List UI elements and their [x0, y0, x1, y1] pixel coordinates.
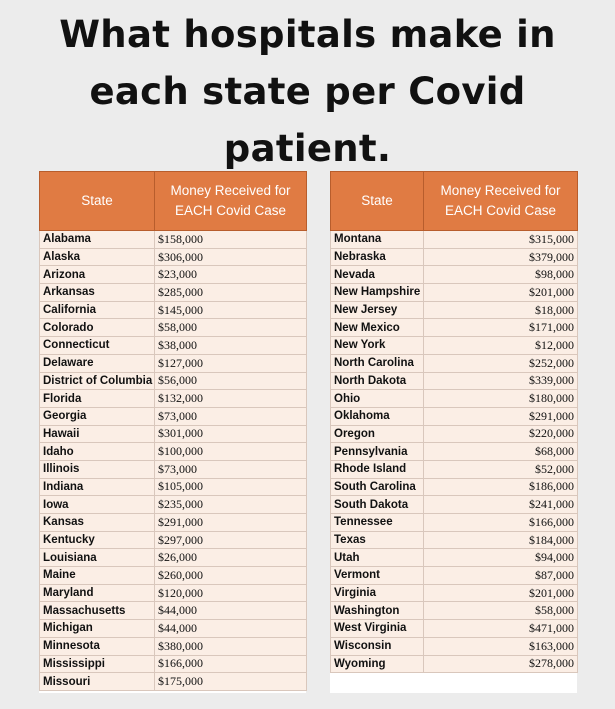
- state-cell: Kentucky: [40, 531, 155, 549]
- state-cell: Maryland: [40, 584, 155, 602]
- table-row: [331, 337, 578, 355]
- money-cell: $44,000: [155, 602, 307, 620]
- state-cell: Indiana: [40, 478, 155, 496]
- table-row: [331, 637, 578, 655]
- money-cell: $18,000: [424, 301, 578, 319]
- money-cell: $100,000: [155, 443, 307, 461]
- table-row: [331, 425, 578, 443]
- table-row: [40, 620, 307, 638]
- money-cell: $171,000: [424, 319, 578, 337]
- money-cell: $52,000: [424, 460, 578, 478]
- state-cell: North Dakota: [331, 372, 424, 390]
- state-cell: Rhode Island: [331, 460, 424, 478]
- money-cell: $297,000: [155, 531, 307, 549]
- money-cell: $184,000: [424, 531, 578, 549]
- money-cell: $380,000: [155, 637, 307, 655]
- state-cell: South Carolina: [331, 478, 424, 496]
- state-cell: Mississippi: [40, 655, 155, 673]
- state-cell: Virginia: [331, 584, 424, 602]
- state-cell: Hawaii: [40, 425, 155, 443]
- right-state-table: [330, 171, 578, 673]
- table-header-row: [331, 172, 578, 231]
- table-row: [331, 284, 578, 302]
- state-cell: Nevada: [331, 266, 424, 284]
- left-table-panel: [39, 171, 306, 693]
- table-row: [331, 567, 578, 585]
- money-cell: $241,000: [424, 496, 578, 514]
- money-cell: $260,000: [155, 567, 307, 585]
- money-cell: $23,000: [155, 266, 307, 284]
- table-row: [331, 443, 578, 461]
- table-row: [331, 478, 578, 496]
- table-row: [331, 319, 578, 337]
- money-cell: $87,000: [424, 567, 578, 585]
- money-cell: $163,000: [424, 637, 578, 655]
- table-row: [331, 514, 578, 532]
- left-table-body: [40, 231, 307, 691]
- table-row: [331, 531, 578, 549]
- right-table-panel: [330, 171, 577, 693]
- money-cell: $73,000: [155, 460, 307, 478]
- table-row: [331, 407, 578, 425]
- state-cell: Wisconsin: [331, 637, 424, 655]
- money-cell: $235,000: [155, 496, 307, 514]
- state-cell: Maine: [40, 567, 155, 585]
- table-row: [40, 496, 307, 514]
- table-row: [331, 301, 578, 319]
- state-cell: District of Columbia: [40, 372, 155, 390]
- state-cell: West Virginia: [331, 620, 424, 638]
- money-cell: $166,000: [155, 655, 307, 673]
- table-header-row: [40, 172, 307, 231]
- table-row: [40, 602, 307, 620]
- table-row: [40, 460, 307, 478]
- table-row: [40, 425, 307, 443]
- money-header-line-2: EACH Covid Case: [174, 203, 287, 218]
- state-cell: Colorado: [40, 319, 155, 337]
- money-cell: $315,000: [424, 231, 578, 249]
- state-cell: Ohio: [331, 390, 424, 408]
- money-cell: $201,000: [424, 284, 578, 302]
- state-cell: North Carolina: [331, 354, 424, 372]
- money-cell: $291,000: [155, 514, 307, 532]
- state-column-header: State: [331, 172, 424, 231]
- state-cell: Washington: [331, 602, 424, 620]
- state-cell: Nebraska: [331, 248, 424, 266]
- state-cell: Minnesota: [40, 637, 155, 655]
- table-row: [40, 390, 307, 408]
- money-cell: $175,000: [155, 673, 307, 691]
- money-cell: $201,000: [424, 584, 578, 602]
- money-header-line-2: EACH Covid Case: [444, 203, 557, 218]
- money-cell: $73,000: [155, 407, 307, 425]
- table-row: [40, 319, 307, 337]
- table-row: [40, 637, 307, 655]
- table-row: [331, 549, 578, 567]
- state-cell: Arkansas: [40, 284, 155, 302]
- table-row: [331, 584, 578, 602]
- state-cell: Pennsylvania: [331, 443, 424, 461]
- money-cell: $38,000: [155, 337, 307, 355]
- state-cell: California: [40, 301, 155, 319]
- page-title: [0, 6, 615, 177]
- state-cell: Missouri: [40, 673, 155, 691]
- table-row: [40, 407, 307, 425]
- state-cell: Wyoming: [331, 655, 424, 673]
- state-cell: Georgia: [40, 407, 155, 425]
- state-cell: Delaware: [40, 354, 155, 372]
- money-cell: $186,000: [424, 478, 578, 496]
- table-row: [331, 655, 578, 673]
- money-cell: $26,000: [155, 549, 307, 567]
- table-row: [40, 514, 307, 532]
- state-cell: New York: [331, 337, 424, 355]
- money-cell: $220,000: [424, 425, 578, 443]
- money-cell: $68,000: [424, 443, 578, 461]
- money-cell: $56,000: [155, 372, 307, 390]
- state-cell: South Dakota: [331, 496, 424, 514]
- money-cell: $12,000: [424, 337, 578, 355]
- money-header-line-1: Money Received for: [170, 183, 291, 198]
- state-cell: Arizona: [40, 266, 155, 284]
- state-cell: New Jersey: [331, 301, 424, 319]
- left-state-table: [39, 171, 307, 691]
- table-row: [40, 248, 307, 266]
- state-cell: New Hampshire: [331, 284, 424, 302]
- table-row: [40, 655, 307, 673]
- money-cell: $291,000: [424, 407, 578, 425]
- money-cell: $166,000: [424, 514, 578, 532]
- state-cell: Massachusetts: [40, 602, 155, 620]
- money-header-line-1: Money Received for: [440, 183, 561, 198]
- money-cell: $120,000: [155, 584, 307, 602]
- money-cell: $98,000: [424, 266, 578, 284]
- money-cell: $306,000: [155, 248, 307, 266]
- money-cell: $105,000: [155, 478, 307, 496]
- table-row: [40, 372, 307, 390]
- money-cell: $127,000: [155, 354, 307, 372]
- money-cell: $301,000: [155, 425, 307, 443]
- money-cell: $145,000: [155, 301, 307, 319]
- state-cell: Illinois: [40, 460, 155, 478]
- table-row: [331, 372, 578, 390]
- table-row: [40, 478, 307, 496]
- money-cell: $339,000: [424, 372, 578, 390]
- table-row: [40, 231, 307, 249]
- table-row: [331, 354, 578, 372]
- state-cell: New Mexico: [331, 319, 424, 337]
- money-cell: $252,000: [424, 354, 578, 372]
- title-line-2: each state per Covid: [89, 70, 526, 113]
- table-row: [40, 673, 307, 691]
- table-row: [40, 549, 307, 567]
- state-cell: Oklahoma: [331, 407, 424, 425]
- table-row: [331, 602, 578, 620]
- money-cell: $471,000: [424, 620, 578, 638]
- state-cell: Alaska: [40, 248, 155, 266]
- state-cell: Oregon: [331, 425, 424, 443]
- table-row: [40, 531, 307, 549]
- money-cell: $180,000: [424, 390, 578, 408]
- state-cell: Texas: [331, 531, 424, 549]
- state-cell: Kansas: [40, 514, 155, 532]
- table-row: [40, 584, 307, 602]
- money-cell: $379,000: [424, 248, 578, 266]
- state-column-header: State: [40, 172, 155, 231]
- state-cell: Florida: [40, 390, 155, 408]
- title-line-3: patient.: [223, 127, 392, 170]
- state-cell: Vermont: [331, 567, 424, 585]
- money-cell: $58,000: [155, 319, 307, 337]
- table-row: [40, 266, 307, 284]
- right-table-body: [331, 231, 578, 673]
- money-cell: $158,000: [155, 231, 307, 249]
- table-row: [40, 301, 307, 319]
- money-cell: $278,000: [424, 655, 578, 673]
- money-cell: $132,000: [155, 390, 307, 408]
- table-row: [331, 620, 578, 638]
- money-column-header: [424, 172, 578, 231]
- state-cell: Montana: [331, 231, 424, 249]
- table-row: [40, 284, 307, 302]
- money-cell: $44,000: [155, 620, 307, 638]
- table-row: [331, 231, 578, 249]
- state-cell: Michigan: [40, 620, 155, 638]
- table-row: [40, 354, 307, 372]
- money-cell: $58,000: [424, 602, 578, 620]
- money-cell: $94,000: [424, 549, 578, 567]
- table-row: [331, 390, 578, 408]
- money-column-header: [155, 172, 307, 231]
- table-row: [40, 443, 307, 461]
- state-cell: Idaho: [40, 443, 155, 461]
- money-cell: $285,000: [155, 284, 307, 302]
- table-row: [40, 337, 307, 355]
- state-cell: Connecticut: [40, 337, 155, 355]
- table-row: [331, 460, 578, 478]
- state-cell: Iowa: [40, 496, 155, 514]
- table-row: [331, 266, 578, 284]
- table-row: [331, 496, 578, 514]
- state-cell: Tennessee: [331, 514, 424, 532]
- table-row: [331, 248, 578, 266]
- state-cell: Utah: [331, 549, 424, 567]
- state-cell: Alabama: [40, 231, 155, 249]
- table-row: [40, 567, 307, 585]
- title-line-1: What hospitals make in: [59, 13, 556, 56]
- state-cell: Louisiana: [40, 549, 155, 567]
